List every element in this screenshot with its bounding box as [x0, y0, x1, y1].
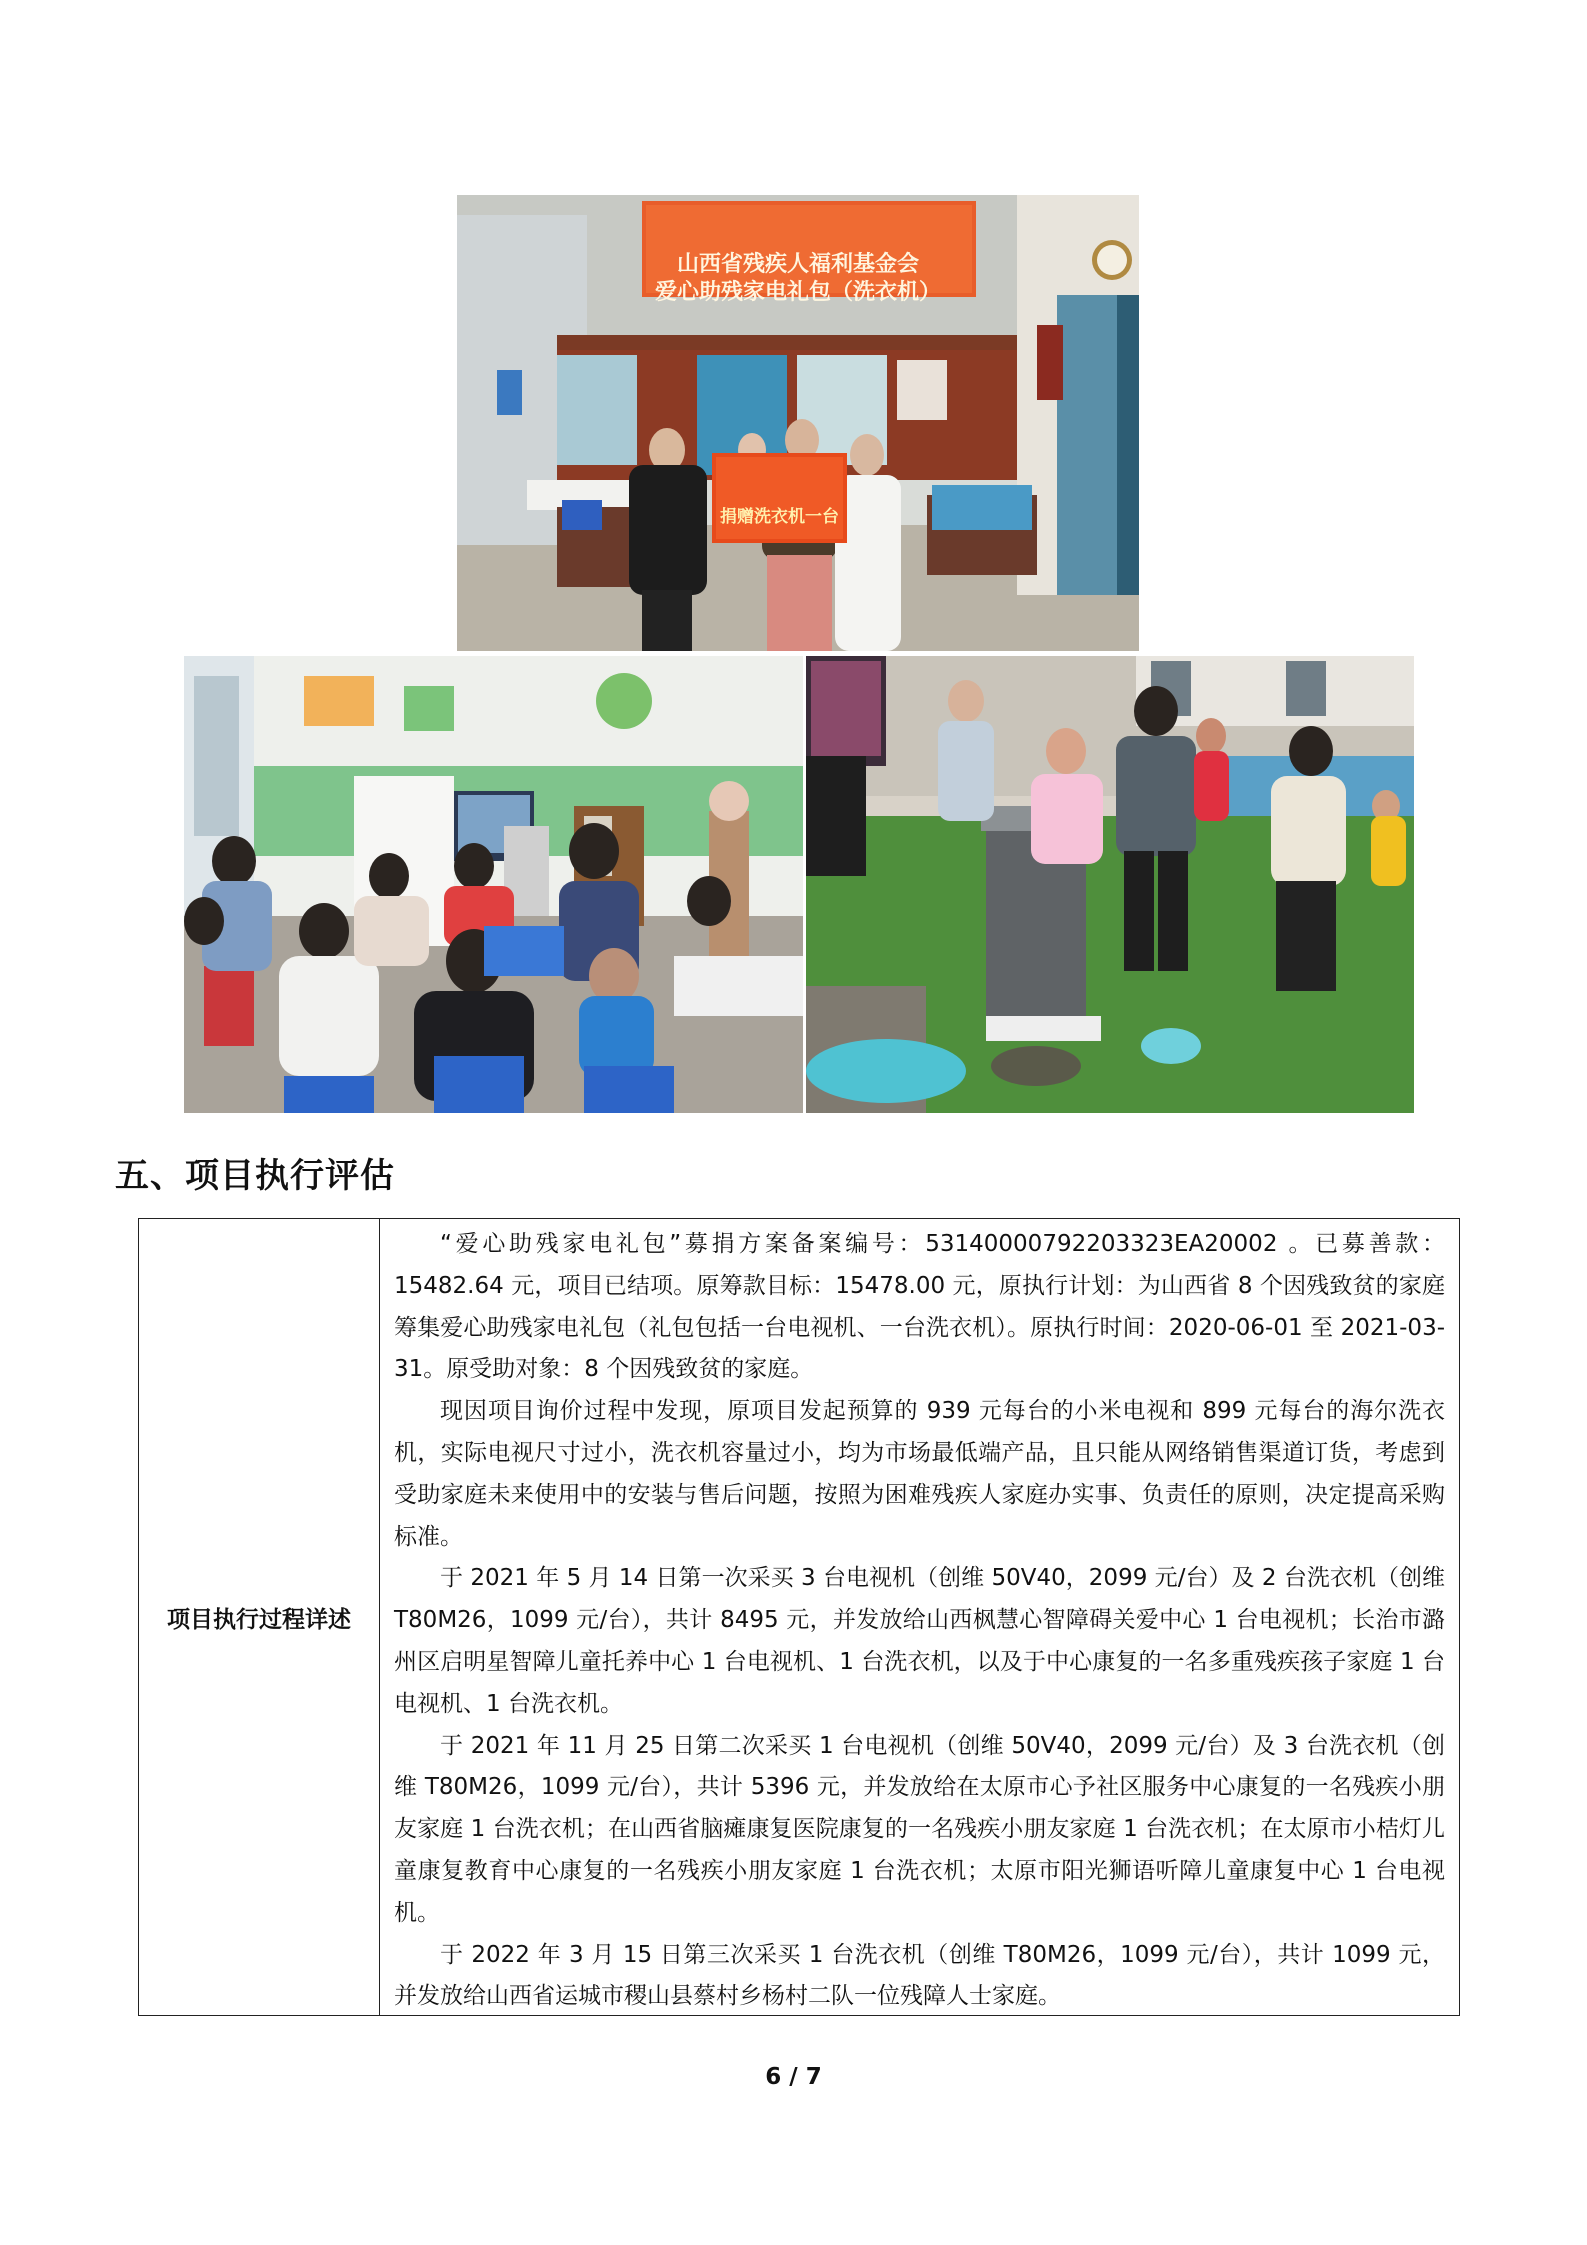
table-label-cell — [139, 1219, 380, 2015]
donation-sign-text: 捐赠洗衣机一台 — [720, 507, 839, 527]
table-content-cell — [380, 1219, 1459, 2015]
photo-washing-machine-delivery-image — [806, 656, 1414, 1113]
photo-washing-machine-delivery — [806, 656, 1414, 1113]
page-number: 6 / 7 — [765, 2064, 822, 2090]
photo-children-watching-tv — [184, 656, 803, 1113]
section-heading: 五、项目执行评估 — [115, 1156, 395, 1196]
banner-line-2: 爱心助残家电礼包（洗衣机） — [654, 280, 941, 305]
paragraph-filing-info: “爱心助残家电礼包”募捐方案备案编号：53140000792203323EA20002 。已募善款：15482.64 元，项目已结项。原筹款目标：15478.00 元，原执行计划：为山西省 8 个因残致贫的家庭筹集爱心助残家电礼包（礼包包括一台电视机、一台洗衣机）。原执行时间：2020-06-01 至 2021-03-31。原受助对象：8 个因残致贫的家庭。 — [394, 1231, 1445, 1383]
photo-children-watching-tv-image — [184, 656, 803, 1113]
table-label: 项目执行过程详述 — [167, 1606, 351, 1633]
banner-line-1: 山西省残疾人福利基金会 — [676, 252, 919, 277]
paragraph-procurement-change: 现因项目询价过程中发现，原项目发起预算的 939 元每台的小米电视和 899 元每台的海尔洗衣机，实际电视尺寸过小，洗衣机容量过小，均为市场最低端产品，且只能从网络销售渠道订货，考虑到受助家庭未来使用中的安装与售后问题，按照为困难残疾人家庭办实事、负责任的原则，决定提高采购标准。 — [394, 1398, 1445, 1550]
photo-donation-ceremony — [457, 195, 1139, 651]
evaluation-table — [138, 1218, 1460, 2016]
paragraph-first-purchase: 于 2021 年 5 月 14 日第一次采买 3 台电视机（创维 50V40，2099 元/台）及 2 台洗衣机（创维 T80M26，1099 元/台），共计 8495 元，并发放给山西枫慧心智障碍关爱中心 1 台电视机；长治市潞州区启明星智障儿童托养中心 1 台电视机、1 台洗衣机，以及于中心康复的一名多重残疾孩子家庭 1 台电视机、1 台洗衣机。 — [394, 1565, 1445, 1717]
paragraph-second-purchase: 于 2021 年 11 月 25 日第二次采买 1 台电视机（创维 50V40，2099 元/台）及 3 台洗衣机（创维 T80M26，1099 元/台），共计 5396 元，并发放给在太原市心予社区服务中心康复的一名残疾小朋友家庭 1 台洗衣机；在山西省脑瘫康复医院康复的一名残疾小朋友家庭 1 台洗衣机；在太原市小桔灯儿童康复教育中心康复的一名残疾小朋友家庭 1 台洗衣机；太原市阳光狮语听障儿童康复中心 1 台电视机。 — [394, 1732, 1445, 1926]
paragraph-third-purchase: 于 2022 年 3 月 15 日第三次采买 1 台洗衣机（创维 T80M26，1099 元/台），共计 1099 元，并发放给山西省运城市稷山县蔡村乡杨村二队一位残障人士家庭。 — [394, 1941, 1445, 2010]
